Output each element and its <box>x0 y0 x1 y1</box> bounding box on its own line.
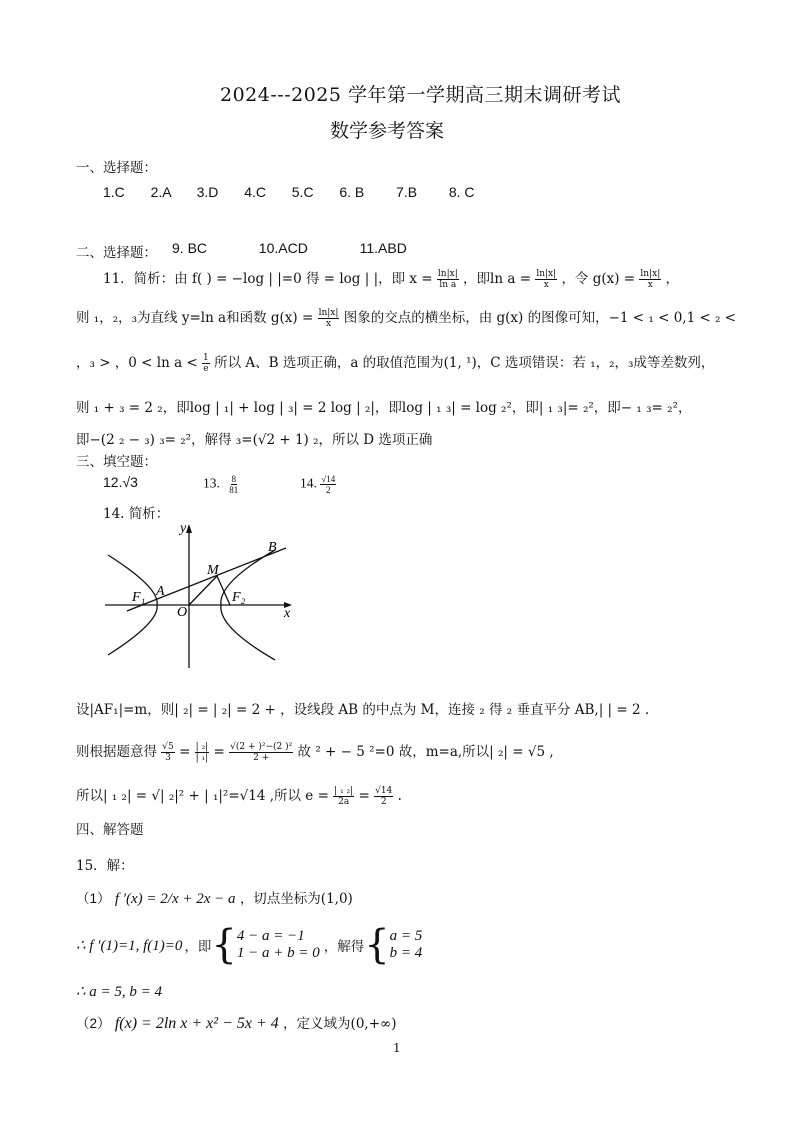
y-axis-arrow <box>186 524 192 533</box>
q14-line3: 所以| ₁ ₂| = √| ₂|² + | ₁|²=√14 ,所以 e = $\frac{\text{| ₁ ₂|}}{2a}$ = $\frac{√14}{2}$ . <box>76 786 402 807</box>
answer-item: 3.D <box>196 184 219 200</box>
q14-heading: 14. 简析： <box>103 506 170 522</box>
section3-heading: 三、填空题： <box>76 454 157 470</box>
page-title: 2024---2025 学年第一学期高三期末调研考试 <box>220 84 622 106</box>
brace-icon: { <box>211 922 237 968</box>
label-m: M <box>207 563 219 578</box>
q11-line1: 11．简析：由 f( ) = −log | |=0 得 = log | |，即 x = $\frac{\ln|x|}{\text{ln a}}$ ，即ln a = $\frac{\ln|x|}{x}$ ，令 g(x) = $\frac{\ln|x|}{x}$ ， <box>103 269 680 290</box>
q14-line1: 设|AF₁|=m，则| ₂| = | ₂| = 2 + ，设线段 AB 的中点为 M，连接 ₂ 得 ₂ 垂直平分 AB,| | = 2 . <box>76 702 650 718</box>
answer-14: 14. $\frac{√14}{2}$ <box>300 474 336 495</box>
section2-answers <box>172 240 407 256</box>
label-a: A <box>156 584 165 599</box>
page-number: 1 <box>393 1041 401 1055</box>
q14-line2: 则根据题意得 $\frac{√5}{3}$ = $\frac{\text{| ₂|}}{\text{| ₁|}}$ = $\frac{\text{√(2 + )²−(2 )²}}{2 +}$ 故 ² + − 5 ²=0 故，m=a,所以| ₂| = √5 , <box>76 742 554 763</box>
page-subtitle: 数学参考答案 <box>330 120 445 142</box>
answer-item: 7.B <box>396 184 418 200</box>
label-o: O <box>177 605 188 620</box>
answer-item: 9. BC <box>172 240 208 256</box>
q11-line5: 即−(2 ₂ − ₃) ₃= ₂²，解得 ₃=(√2 + 1) ₂，所以 D 选项正确 <box>76 432 433 448</box>
label-b: B <box>268 540 277 555</box>
answer-item: 6. B <box>339 184 365 200</box>
answer-item: 1.C <box>103 184 125 200</box>
answer-13: 13. $\frac{8}{81}$ <box>203 474 239 495</box>
q11-line2: 则 ₁，₂，₃为直线 y=ln a和函数 g(x) = $\frac{\ln|x|}{x}$ 图象的交点的横坐标，由 g(x) 的图像可知，−1 < ₁ < 0,1 < ₂ < <box>76 308 737 329</box>
q15-part2-line1: （2） f(x) = 2ln x + x² − 5x + 4 ，定义域为(0,+∞) <box>76 1015 397 1032</box>
q15-part1-line1: （1） f ′(x) = 2/x + 2x − a ，切点坐标为(1,0) <box>76 891 353 907</box>
q11-line3: ，₃ > ，0 < ln a < $\frac{1}{e}$ 所以 A、B 选项正确，a 的取值范围为(1, ¹)，C 选项错误：若 ₁，₂，₃成等差数列， <box>76 353 715 374</box>
hyperbola-figure <box>100 518 300 674</box>
section2-heading: 二、选择题： <box>76 245 157 261</box>
answer-item: 11.ABD <box>359 240 407 256</box>
brace-icon: { <box>364 922 390 968</box>
q15-label: 15．解： <box>76 858 134 874</box>
label-y: y <box>180 521 187 536</box>
label-x: x <box>284 606 291 621</box>
q15-part1-result: ∴ a = 5, b = 4 <box>76 984 163 1000</box>
q11-line4: 则 ₁ + ₃ = 2 ₂，即log | ₁| + log | ₃| = 2 log | ₂|，即log | ₁ ₃| = log ₂²，即| ₁ ₃|= ₂²，即− ₁ ₃= ₂²， <box>76 400 692 416</box>
label-f2: F₂ <box>232 590 246 605</box>
answer-item: 4.C <box>244 184 266 200</box>
section1-heading: 一、选择题： <box>76 160 157 176</box>
q15-part1-line2: ∴ f ′(1)=1, f(1)=0 ，即 { 4 − a = −1 1 − a + b = 0 ，解得 { a = 5 b = 4 <box>76 922 423 968</box>
answer-item: 8. C <box>448 184 475 200</box>
answer-item: 10.ACD <box>258 240 308 256</box>
answer-item: 2.A <box>150 184 171 200</box>
section1-answers <box>103 184 475 200</box>
answer-12: 12.√3 <box>103 474 138 490</box>
answer-item: 5.C <box>291 184 314 200</box>
label-f1: F₁ <box>132 590 146 605</box>
line-f1-b <box>127 548 286 611</box>
segment-m-f2 <box>217 576 230 605</box>
section4-heading: 四、解答题 <box>76 822 144 838</box>
